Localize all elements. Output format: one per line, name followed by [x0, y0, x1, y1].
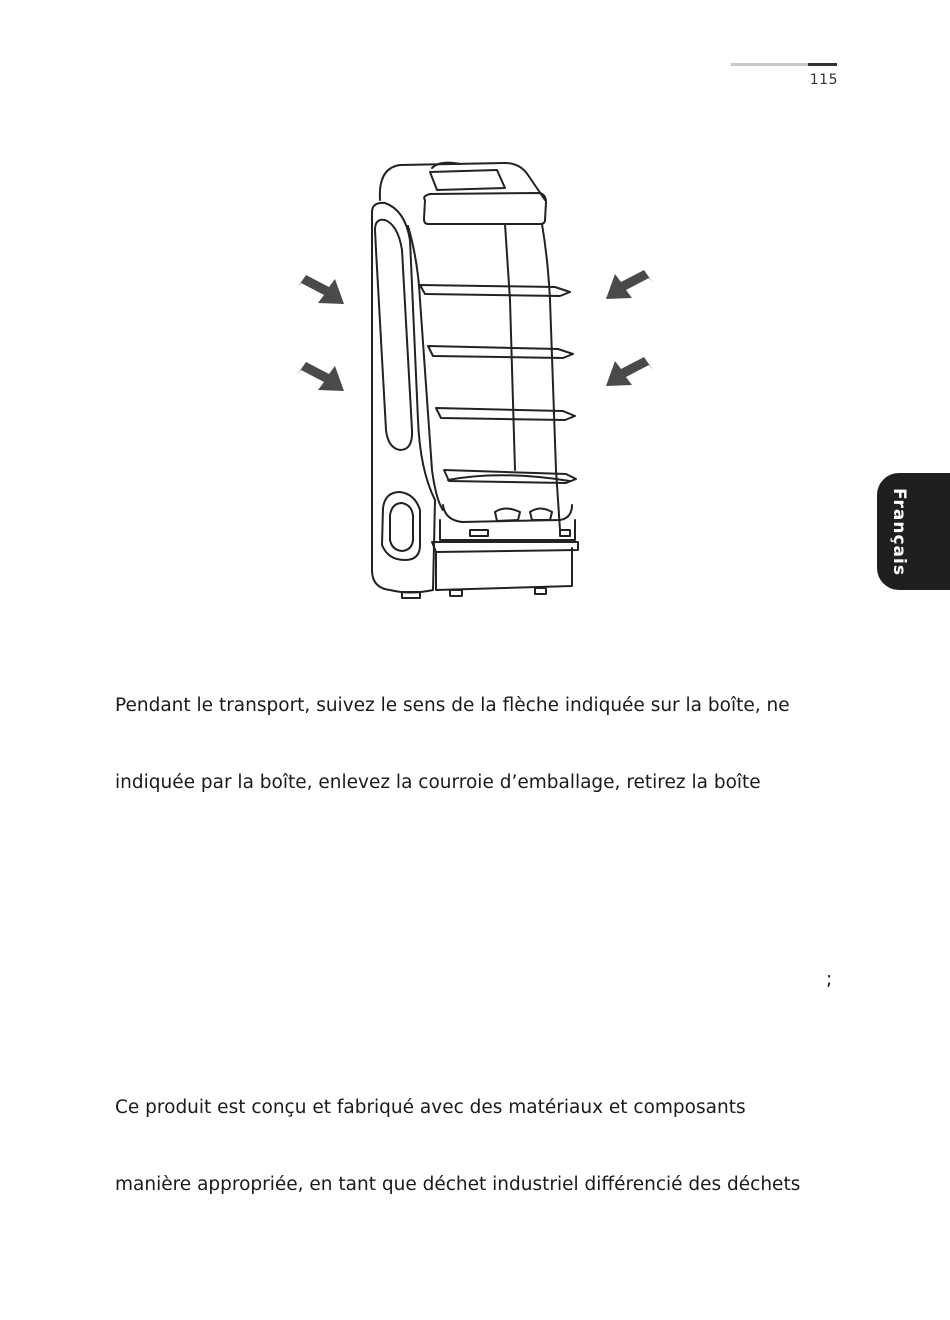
robot-illustration [280, 150, 680, 610]
language-tab-label: Français [889, 487, 909, 576]
body-text-line: Pendant le transport, suivez le sens de la flèche indiquée sur la boîte, ne [115, 695, 790, 716]
header-rule-accent [808, 63, 837, 66]
body-text-line: indiquée par la boîte, enlevez la courroie d’emballage, retirez la boîte [115, 772, 761, 793]
body-text-line: Ce produit est conçu et fabriqué avec des matériaux et composants [115, 1097, 746, 1118]
body-text-line: manière appropriée, en tant que déchet industriel différencié des déchets [115, 1174, 801, 1195]
page-number: 115 [809, 72, 838, 88]
body-text-fragment: ; [826, 969, 833, 990]
arrow-group [297, 270, 653, 391]
header-rule [731, 63, 809, 66]
